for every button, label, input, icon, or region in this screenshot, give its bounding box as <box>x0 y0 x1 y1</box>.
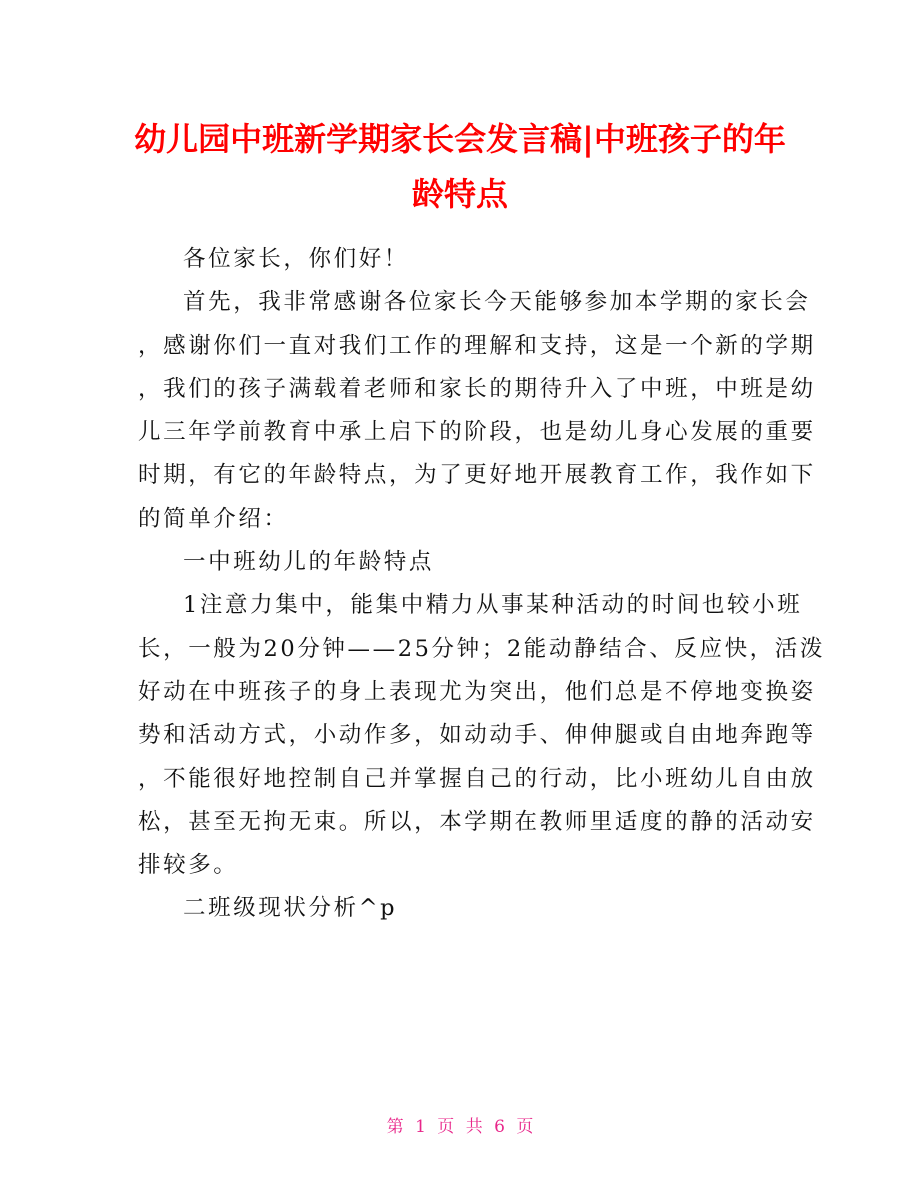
paragraph-line: 长，一般为20分钟——25分钟；2能动静结合、反应快，活泼 <box>138 635 825 662</box>
paragraph-line: 儿三年学前教育中承上启下的阶段，也是幼儿身心发展的重要 <box>138 419 816 446</box>
page-footer: 第 1 页 共 6 页 <box>386 1117 534 1137</box>
paragraph-line: 松，甚至无拘无束。所以，本学期在教师里适度的静的活动安 <box>138 808 816 835</box>
paragraph-line: ，我们的孩子满载着老师和家长的期待升入了中班，中班是幼 <box>138 375 816 402</box>
paragraph-line: 各位家长，你们好！ <box>183 246 409 272</box>
paragraph-line: 1注意力集中，能集中精力从事某种活动的时间也较小班 <box>183 592 803 619</box>
paragraph-line: 势和活动方式，小动作多，如动动手、伸伸腿或自由地奔跑等 <box>138 722 816 749</box>
section-heading: 一中班幼儿的年龄特点 <box>183 549 435 576</box>
title-line-2: 龄特点 <box>411 175 508 213</box>
document-title <box>120 112 800 222</box>
paragraph-line: 排较多。 <box>138 852 239 879</box>
paragraph-line: 的简单介绍： <box>138 505 289 532</box>
section-heading: 二班级现状分析^p <box>183 895 398 922</box>
paragraph-line: 好动在中班孩子的身上表现尤为突出，他们总是不停地变换姿 <box>138 678 816 705</box>
paragraph-line: ，不能很好地控制自己并掌握自己的行动，比小班幼儿自由放 <box>138 765 816 792</box>
title-line-1: 幼儿园中班新学期家长会发言稿|中班孩子的年 <box>134 120 786 158</box>
paragraph-line: 时期，有它的年龄特点，为了更好地开展教育工作，我作如下 <box>138 462 816 489</box>
document-body <box>138 238 825 931</box>
paragraph-line: ，感谢你们一直对我们工作的理解和支持，这是一个新的学期 <box>138 332 816 359</box>
paragraph-line: 首先，我非常感谢各位家长今天能够参加本学期的家长会 <box>183 289 811 316</box>
